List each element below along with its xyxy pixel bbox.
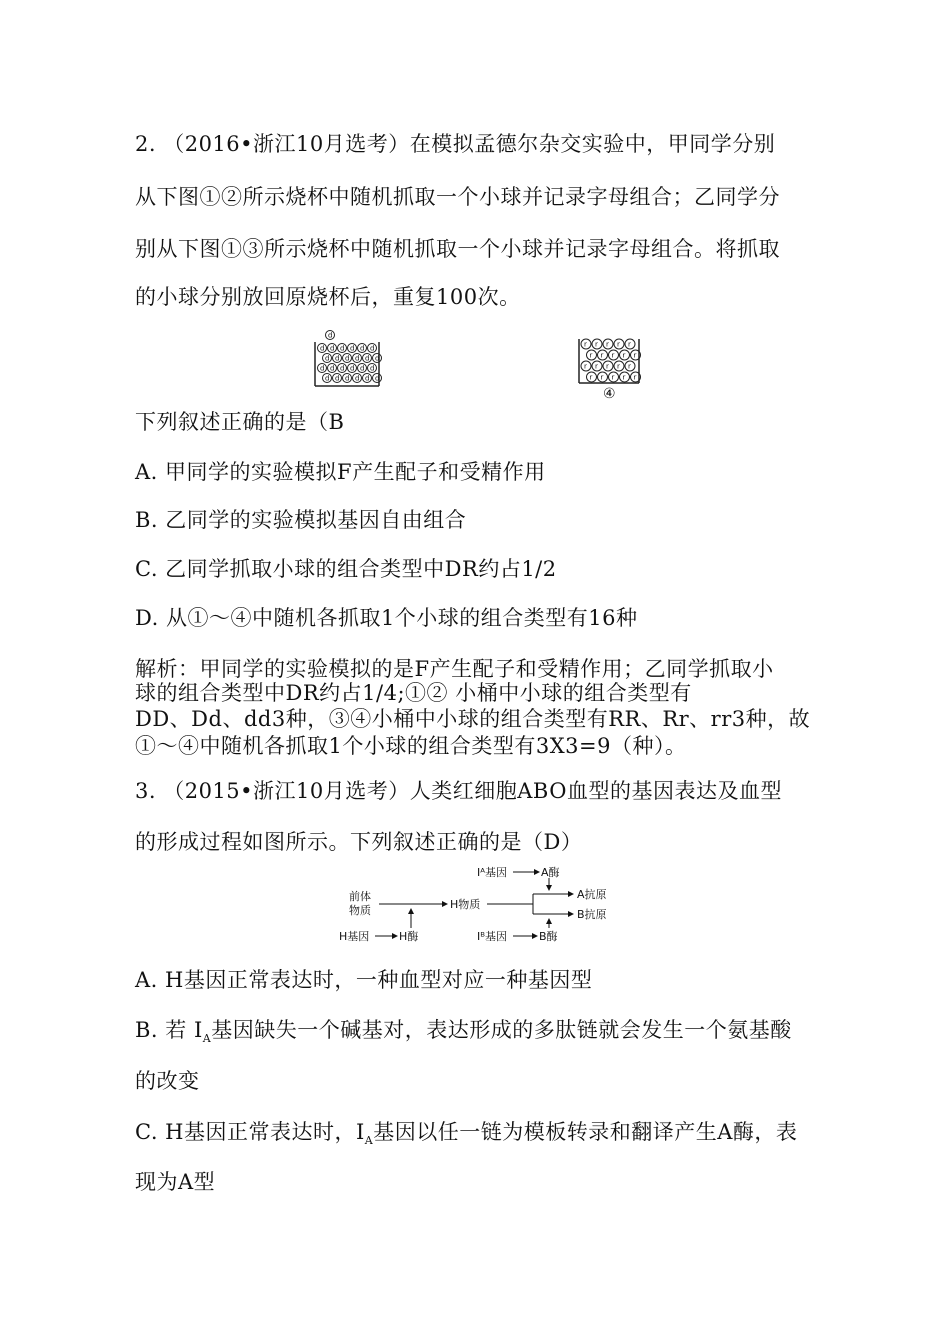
q3-option-c-sub: A: [364, 1134, 374, 1148]
abo-pathway-diagram: [335, 862, 625, 946]
q2-line-1: 2. （2016•浙江10月选考）在模拟孟德尔杂交实验中，甲同学分别: [135, 132, 776, 156]
beaker-ball-letter: d: [355, 374, 360, 383]
beaker-ball-letter: d: [335, 374, 340, 383]
beaker-ball-letter: r: [611, 351, 615, 360]
beaker-ball-letter: r: [606, 362, 609, 371]
diagram-precursor-2: 物质: [349, 904, 371, 917]
diagram-ib-gene: Iᴮ基因: [477, 930, 507, 943]
beaker-ball-letter: r: [617, 362, 620, 371]
beaker-ball-letter: d: [365, 354, 370, 363]
beaker-ball-letter: d: [370, 344, 375, 353]
q3-option-b-start: B. 若 I: [135, 1018, 203, 1042]
beaker-ball-letter: r: [589, 373, 593, 382]
beaker-ball-letter: r: [606, 340, 609, 349]
diagram-h-enzyme: H酶: [399, 930, 419, 943]
beaker-ball-letter: d: [360, 344, 365, 353]
beaker-ball-letter: d: [365, 374, 370, 383]
beaker-ball-letter: r: [595, 340, 598, 349]
q2-line-2: 从下图①②所示烧杯中随机抓取一个小球并记录字母组合；乙同学分: [135, 185, 780, 209]
beaker-ball-letter: d: [330, 364, 335, 373]
diagram-ia-gene: Iᴬ基因: [477, 866, 507, 879]
beaker-ball-letter: d: [340, 344, 345, 353]
beaker-ball-letter: r: [611, 373, 615, 382]
beaker-ball-letter: d: [375, 354, 380, 363]
beaker-ball-letter: d: [355, 354, 360, 363]
q2-analysis-3: DD、Dd、dd3种，③④小桶中小球的组合类型有RR、Rr、rr3种，故: [135, 707, 811, 731]
beaker-ball-letter: d: [345, 374, 350, 383]
beaker-ball-letter: d: [340, 364, 345, 373]
beaker-ball-letter: r: [633, 351, 637, 360]
q3-option-b-sub: A: [202, 1032, 212, 1046]
beaker-ball-letter: r: [617, 340, 620, 349]
beaker-ball-letter: r: [584, 362, 587, 371]
q2-stem: 下列叙述正确的是（B: [135, 410, 345, 434]
beaker-ball-letter: d: [320, 364, 325, 373]
diagram-precursor-1: 前体: [349, 890, 371, 903]
beaker-ball-letter: r: [589, 351, 593, 360]
beaker-ball-letter: d: [350, 364, 355, 373]
beaker-ball-letter: r: [600, 351, 604, 360]
beaker-ball-letter: d: [370, 364, 375, 373]
beaker-ball-letter: d: [320, 344, 325, 353]
diagram-a-enzyme: A酶: [541, 866, 560, 879]
diagram-a-antigen: A抗原: [577, 888, 607, 901]
q2-analysis-1: 解析：甲同学的实验模拟的是F产生配子和受精作用；乙同学抓取小: [135, 657, 774, 681]
beaker-ball-letter: d: [325, 374, 330, 383]
beaker-ball-letter: r: [628, 340, 631, 349]
q2-analysis-2: 球的组合类型中DR约占1/4;①② 小桶中小球的组合类型有: [135, 681, 692, 705]
q3-option-c-start: C. H基因正常表达时，I: [135, 1120, 365, 1144]
q3-option-c: [135, 1116, 797, 1147]
beaker-ball-letter: r: [622, 351, 626, 360]
q2-line-4: 的小球分别放回原烧杯后，重复100次。: [135, 285, 521, 309]
beaker-figure-right: [577, 335, 643, 387]
q2-line-3: 别从下图①③所示烧杯中随机抓取一个小球并记录字母组合。将抓取: [135, 237, 780, 261]
beaker-ball-letter: d: [375, 374, 380, 383]
beaker-ball-letter: d: [328, 331, 333, 340]
beaker-ball-letter: d: [345, 354, 350, 363]
beaker-ball-letter: r: [628, 362, 631, 371]
q3-line-1: 3. （2015•浙江10月选考）人类红细胞ABO血型的基因表达及血型: [135, 779, 782, 803]
beaker-ball-letter: r: [633, 373, 637, 382]
beaker-ball-letter: d: [350, 344, 355, 353]
beaker-right-label: ④: [603, 386, 616, 402]
q3-option-c-cont: 现为A型: [135, 1170, 216, 1194]
q3-option-b-cont: 的改变: [135, 1069, 200, 1093]
q2-option-a: A. 甲同学的实验模拟F产生配子和受精作用: [135, 460, 546, 484]
q2-option-b: B. 乙同学的实验模拟基因自由组合: [135, 508, 467, 532]
q2-option-c: C. 乙同学抓取小球的组合类型中DR约占1/2: [135, 557, 557, 581]
diagram-b-enzyme: B酶: [539, 930, 558, 943]
beaker-ball-letter: r: [595, 362, 598, 371]
q3-option-a: A. H基因正常表达时，一种血型对应一种基因型: [135, 968, 593, 992]
beaker-ball-letter: d: [335, 354, 340, 363]
diagram-b-antigen: B抗原: [577, 908, 607, 921]
q3-option-c-rest: 基因以任一链为模板转录和翻译产生A酶，表: [373, 1120, 798, 1144]
diagram-h-substance: H物质: [450, 898, 481, 911]
beaker-ball-letter: r: [600, 373, 604, 382]
q2-option-d: D. 从①〜④中随机各抓取1个小球的组合类型有16种: [135, 606, 638, 630]
beaker-figure-left: [313, 328, 383, 388]
beaker-ball-letter: d: [325, 354, 330, 363]
q3-option-b: [135, 1014, 792, 1045]
q3-line-2: 的形成过程如图所示。下列叙述正确的是（D）: [135, 830, 583, 854]
q3-option-b-rest: 基因缺失一个碱基对，表达形成的多肽链就会发生一个氨基酸: [211, 1018, 792, 1042]
beaker-ball-letter: d: [360, 364, 365, 373]
diagram-h-gene: H基因: [339, 930, 370, 943]
q2-analysis-4: ①〜④中随机各抓取1个小球的组合类型有3X3=9（种）。: [135, 734, 687, 758]
beaker-ball-letter: r: [622, 373, 626, 382]
beaker-ball-letter: d: [330, 344, 335, 353]
beaker-ball-letter: r: [584, 340, 587, 349]
